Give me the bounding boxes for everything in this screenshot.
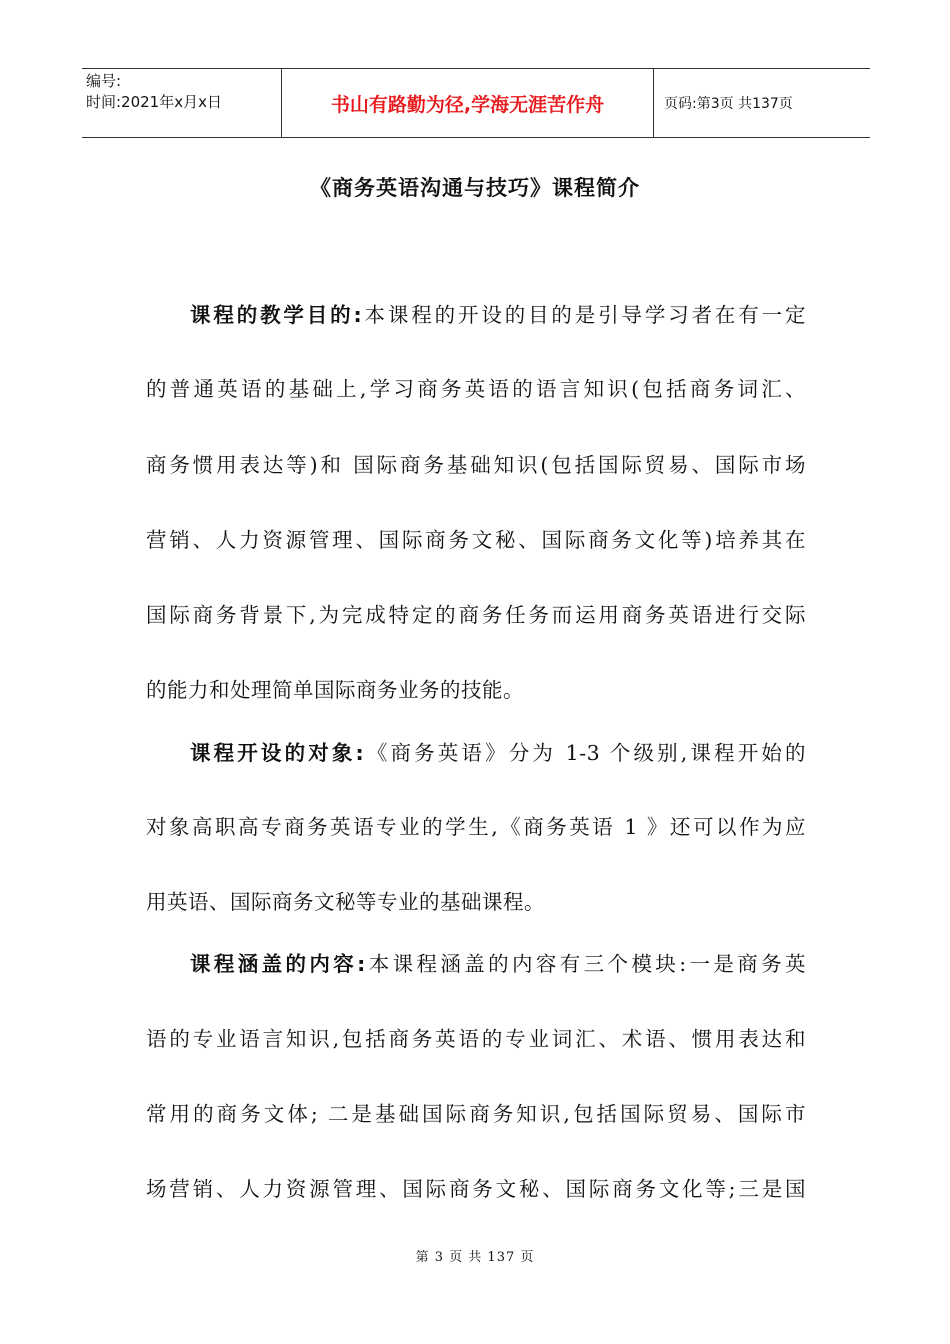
document-title: 《商务英语沟通与技巧》课程简介 [310,176,640,200]
paragraph-line: 语的专业语言知识,包括商务英语的专业词汇、术语、惯用表达和 [146,1027,806,1051]
paragraph-line: 用英语、国际商务文秘等专业的基础课程。 [146,890,545,914]
paragraph-line: 场营销、人力资源管理、国际商务文秘、国际商务文化等;三是国 [146,1177,806,1201]
paragraph-line: 对象高职高专商务英语专业的学生,《商务英语 1 》还可以作为应 [146,815,806,839]
paragraph-line: 的能力和处理简单国际商务业务的技能。 [146,678,524,702]
paragraph-line: 课程开设的对象:《商务英语》分为 1-3 个级别,课程开始的 [190,741,806,765]
paragraph-line: 课程涵盖的内容:本课程涵盖的内容有三个模块:一是商务英 [190,952,807,976]
paragraph-line: 国际商务背景下,为完成特定的商务任务而运用商务英语进行交际 [146,603,806,627]
header-page-info: 页码:第3页 共137页 [664,96,793,112]
number-label: 编号: [86,72,122,90]
paragraph-line: 营销、人力资源管理、国际商务文秘、国际商务文化等)培养其在 [146,528,806,552]
time-label: 时间:2021年x月x日 [86,93,222,111]
paragraph-heading: 课程涵盖的内容: [190,952,366,976]
paragraph-line: 常用的商务文体; 二是基础国际商务知识,包括国际贸易、国际市 [146,1102,806,1126]
page-header [82,68,870,138]
paragraph-heading: 课程开设的对象: [190,741,365,765]
page-footer: 第 3 页 共 137 页 [415,1250,535,1265]
paragraph-line: 课程的教学目的:本课程的开设的目的是引导学习者在有一定 [190,303,806,327]
paragraph-line: 的普通英语的基础上,学习商务英语的语言知识(包括商务词汇、 [146,377,806,401]
header-motto: 书山有路勤为径,学海无涯苦作舟 [282,69,654,137]
header-meta-cell [82,69,282,137]
paragraph-heading: 课程的教学目的: [190,303,363,327]
paragraph-line: 商务惯用表达等)和 国际商务基础知识(包括国际贸易、国际市场 [146,453,806,477]
